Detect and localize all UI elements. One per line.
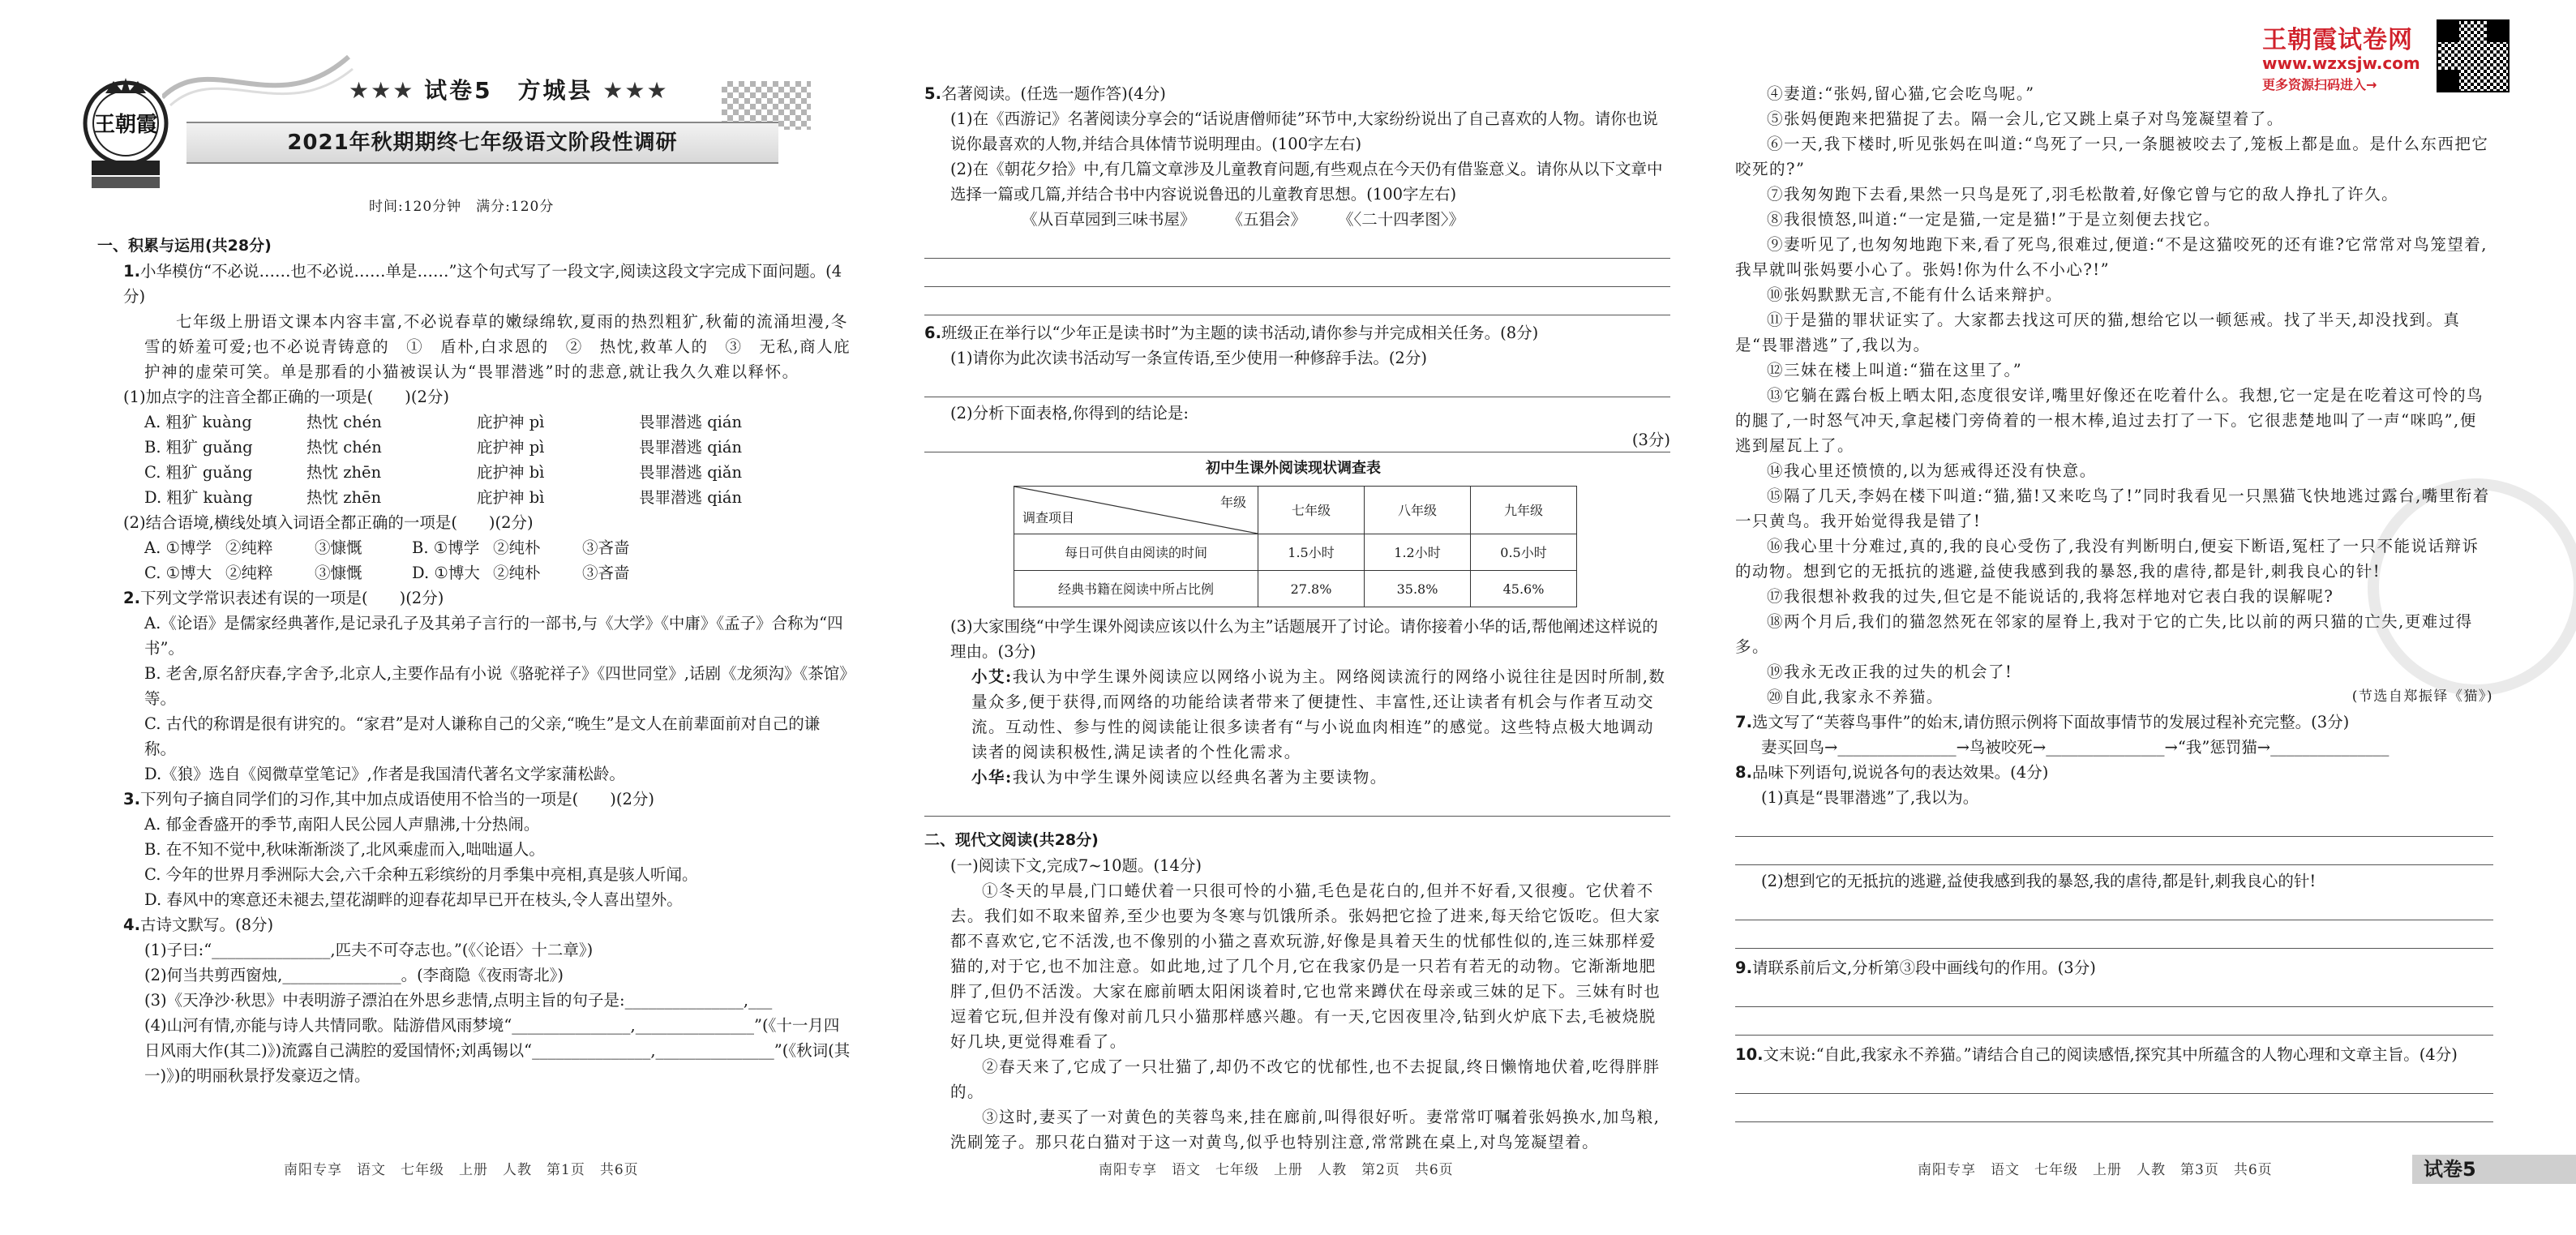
footer-page-2: 南阳专享 语文 七年级 上册 人教 第2页 共6页 bbox=[1099, 1162, 1454, 1178]
q8-sub2: (2)想到它的无抵抗的逃避,益使我感到我的暴怒,我的虐待,都是针,刺我良心的针! bbox=[1761, 872, 2317, 890]
option-cell: D. ①博大 bbox=[412, 564, 480, 582]
answer-line[interactable] bbox=[1735, 1010, 2493, 1036]
answer-line[interactable] bbox=[1735, 1069, 2493, 1094]
ribbon-decoration-icon bbox=[162, 41, 357, 114]
time-score: 时间:120分钟 满分:120分 bbox=[369, 199, 555, 215]
answer-line[interactable] bbox=[924, 427, 1670, 452]
option-cell: B. ①博学 bbox=[412, 538, 480, 557]
option-cell: ②纯粹 bbox=[225, 538, 273, 557]
publisher-logo-icon bbox=[77, 73, 174, 195]
column-header: 七年级 bbox=[1258, 487, 1365, 534]
q2-number: 2. bbox=[123, 589, 140, 607]
q9-number: 9. bbox=[1735, 958, 1752, 977]
option-cell: C. 粗犷 guǎng bbox=[144, 463, 253, 482]
option-cell: ③吝啬 bbox=[582, 564, 630, 582]
q6-stem-text: 班级正在举行以“少年正是读书时”为主题的读书活动,请你参与并完成相关任务。(8分) bbox=[941, 324, 1539, 342]
q10-number: 10. bbox=[1735, 1045, 1764, 1064]
passage-para-6: ⑥一天,我下楼时,听见张妈在叫道:“鸟死了一只,一条腿被咬去了,笼板上都是血。是什么东西把它咬死的?” bbox=[1735, 135, 2489, 178]
answer-line[interactable] bbox=[1735, 840, 2493, 865]
q8-stem bbox=[1735, 760, 2493, 785]
passage-para-14: ⑭我心里还愤愤的,以为惩戒得还没有快意。 bbox=[1767, 461, 2097, 480]
passage-para-5: ⑤张妈便跑来把猫捉了去。隔一会儿,它又跳上桌子对鸟笼凝望着了。 bbox=[1767, 109, 2284, 128]
q1-stem-text: 小华模仿“不必说……也不必说……单是……”这个句式写了一段文字,阅读这段文字完成下面问题。(4分) bbox=[123, 262, 842, 306]
q2-option-a: A.《论语》是儒家经典著作,是记录孔子及其弟子言行的一部书,与《大学》《中庸》《孟子》合称为“四书”。 bbox=[144, 614, 843, 658]
q4-line-2: (2)何当共剪西窗烛,_______________。(李商隐《夜雨寄北》) bbox=[144, 966, 564, 984]
option-cell: ②纯朴 bbox=[493, 538, 541, 557]
xiaoai-text: 我认为中学生课外阅读应以网络小说为主。网络阅读流行的网络小说往往是因时所制,数量众多,便于获得,而网络的功能给读者带来了便捷性、丰富性,还让读者有机会与作者互动交流。互动性、参与性的阅读能让很多读者有“与小说血肉相连”的感觉。这些特点极大地调动读者的阅读积极性,满足读者的个性化需求。 bbox=[971, 667, 1666, 761]
passage-para-20-text: ⑳自此,我家永不养猫。 bbox=[1767, 688, 1944, 706]
q1-sub2: (2)结合语境,横线处填入词语全都正确的一项是( )(2分) bbox=[123, 513, 534, 532]
q8-number: 8. bbox=[1735, 763, 1752, 782]
brand-url: www.wzxsjw.com bbox=[2262, 54, 2420, 73]
q8-sub1: (1)真是“畏罪潜逃”了,我以为。 bbox=[1761, 788, 1979, 807]
passage-para-11: ⑪于是猫的罪状证实了。大家都去找这可厌的猫,想给它以一顿惩戒。找了半天,却没找到。真是“畏罪潜逃”了,我以为。 bbox=[1735, 311, 2461, 354]
brand-more: 更多资源扫码进入→ bbox=[2262, 77, 2377, 92]
q6-sub2-score: (3分) bbox=[1631, 431, 1670, 449]
q2-stem-text: 下列文学常识表述有误的一项是( )(2分) bbox=[139, 589, 444, 607]
table-cell: 35.8% bbox=[1365, 571, 1471, 607]
passage-para-17: ⑰我很想补救我的过失,但它是不能说话的,我将怎样地对它表白我的误解呢? bbox=[1767, 587, 2334, 606]
q7-stem bbox=[1735, 710, 2493, 735]
passage-para-8: ⑧我很愤怒,叫道:“一定是猫,一定是猫!”于是立刻便去找它。 bbox=[1767, 210, 2221, 229]
q5-stem-text: 名著阅读。(任选一题作答)(4分) bbox=[941, 84, 1166, 103]
option-cell: ③慷慨 bbox=[315, 564, 362, 582]
table-row bbox=[1014, 534, 1577, 571]
option-cell: C. ①博大 bbox=[144, 564, 212, 582]
q1-options2 bbox=[97, 535, 851, 585]
q10-stem-text: 文末说:“自此,我家永不养猫。”请结合自己的阅读感悟,探究其中所蕴含的人物心理和文章主旨。(4分) bbox=[1763, 1045, 2458, 1064]
q1-passage: 七年级上册语文课本内容丰富,不必说春草的嫩绿绵软,夏雨的热烈粗犷,秋葡的流涌坦漫,冬雪的娇羞可爱;也不必说青铸意的 ① 盾朴,白求恩的 ② 热忱,救革人的 ③ 无私,商人庇护神的虚荣可笑。单是那看的小猫被误认为“畏罪潜逃”时的悲意,就让我久久难以释怀。 bbox=[144, 312, 851, 381]
reading-intro: (一)阅读下文,完成7~10题。(14分) bbox=[950, 856, 1202, 875]
q2-option-d: D.《狼》选自《阅微草堂笔记》,作者是我国清代著名文学家蒲松龄。 bbox=[144, 765, 625, 783]
xiaoai-speech bbox=[924, 664, 1670, 765]
q1-sub1: (1)加点字的注音全都正确的一项是( )(2分) bbox=[123, 388, 449, 406]
option-row bbox=[97, 435, 851, 460]
q4-stem bbox=[97, 912, 851, 937]
column-header: 九年级 bbox=[1471, 487, 1577, 534]
xiaohua-speech bbox=[924, 765, 1670, 790]
option-cell: ③慷慨 bbox=[315, 538, 362, 557]
q7-chain: 妻买回鸟→_______________→鸟被咬死→_______________→“我”惩罚猫→_______________ bbox=[1761, 738, 2390, 757]
q10-stem bbox=[1735, 1042, 2493, 1067]
exam-title: 2021年秋期期终七年级语文阶段性调研 bbox=[287, 131, 678, 155]
page-badge: 试卷5 bbox=[2412, 1155, 2576, 1184]
passage-para-7: ⑦我匆匆跑下去看,果然一只鸟是死了,羽毛松散着,好像它曾与它的敌人挣扎了许久。 bbox=[1767, 185, 2399, 204]
option-cell: 热忱 chén bbox=[306, 438, 382, 457]
option-cell: 畏罪潜逃 qiǎn bbox=[639, 463, 743, 482]
column-3 bbox=[1735, 81, 2493, 1126]
q2-option-c: C. 古代的称谓是很有讲究的。“家君”是对人谦称自己的父亲,“晚生”是文人在前辈面前对自己的谦称。 bbox=[144, 714, 821, 758]
survey-table-title: 初中生课外阅读现状调查表 bbox=[1206, 460, 1381, 477]
xiaohua-text: 我认为中学生课外阅读应以经典名著为主要读物。 bbox=[1012, 768, 1387, 787]
column-2 bbox=[924, 81, 1670, 1155]
passage-para-9: ⑨妻听见了,也匆匆地跑下来,看了死鸟,很难过,便道:“不是这猫咬死的还有谁?它常常对鸟笼望着,我早就叫张妈要小心了。张妈!你为什么不小心?!” bbox=[1735, 235, 2488, 279]
table-corner-cell bbox=[1014, 487, 1258, 534]
q6-sub3: (3)大家围绕“中学生课外阅读应该以什么为主”话题展开了讨论。请你接着小华的话,帮他阐述这样说的理由。(3分) bbox=[950, 617, 1658, 661]
option-cell: 热忱 zhēn bbox=[306, 488, 382, 507]
q8-stem-text: 品味下列语句,说说各句的表达效果。(4分) bbox=[1751, 763, 2049, 782]
paper-title-text: 试卷5 方城县 bbox=[424, 77, 594, 104]
svg-text:王朝霞: 王朝霞 bbox=[93, 113, 158, 137]
answer-line[interactable] bbox=[924, 372, 1670, 397]
answer-line[interactable] bbox=[1735, 982, 2493, 1007]
xiaoai-label: 小艾: bbox=[971, 667, 1013, 686]
q2-option-b: B. 老舍,原名舒庆春,字舍予,北京人,主要作品有小说《骆驼祥子》《四世同堂》,话剧《龙须沟》《茶馆》等。 bbox=[144, 664, 847, 708]
option-row bbox=[97, 460, 851, 485]
passage-para-13: ⑬它躺在露台板上晒太阳,态度很安详,嘴里好像还在吃着什么。我想,它一定是在吃着这可怜的鸟的腿了,一时怒气冲天,拿起楼门旁倚着的一根木棒,追过去打了一下。它很悲楚地叫了一声“咪呜”,便逃到屋瓦上了。 bbox=[1735, 386, 2484, 455]
q6-sub1: (1)请你为此次读书活动写一条宣传语,至少使用一种修辞手法。(2分) bbox=[950, 349, 1427, 367]
option-row bbox=[97, 560, 851, 585]
table-cell: 1.5小时 bbox=[1258, 534, 1365, 571]
option-cell: A. 粗犷 kuàng bbox=[144, 413, 252, 431]
section-1-title: 一、积累与运用(共28分) bbox=[97, 237, 272, 255]
q6-number: 6. bbox=[924, 324, 941, 342]
q3-option-b: B. 在不知不觉中,秋味渐渐淡了,北风乘虚而入,咄咄逼人。 bbox=[144, 840, 545, 859]
q7-stem-text: 选文写了“芙蓉鸟事件”的始末,请仿照示例将下面故事情节的发展过程补充完整。(3分) bbox=[1751, 713, 2350, 731]
passage-para-4: ④妻道:“张妈,留心猫,它会吃鸟呢。” bbox=[1767, 84, 2035, 103]
answer-line[interactable] bbox=[924, 290, 1670, 315]
passage-para-1: ①冬天的早晨,门口蜷伏着一只很可怜的小猫,毛色是花白的,但并不好看,又很瘦。它伏着不去。我们如不取来留养,至少也要为冬寒与饥饿所杀。张妈把它捡了进来,每天给它饭吃。但大家都不喜欢它,它不活泼,也不像别的小猫之喜欢玩游,好像是具着天生的忧郁性似的,连三妹那样爱猫的,对于它,也不加注意。如此地,过了几个月,它在我家仍是一只若有若无的动物。它渐渐地肥胖了,但仍不活泼。大家在廊前晒太阳闲谈着时,它也常来蹲伏在母亲或三妹的足下。三妹有时也逗着它玩,但并没有像对前几只小猫那样感兴趣。有一天,它因夜里冷,钻到火炉底下去,毛被烧脱好几块,更觉得难看了。 bbox=[950, 881, 1661, 1051]
option-cell: 畏罪潜逃 qián bbox=[639, 488, 743, 507]
q4-line-1: (1)子曰:“_______________,匹夫不可夺志也。”(《〈论语〉十二章》) bbox=[144, 941, 594, 959]
option-cell: ②纯朴 bbox=[493, 564, 541, 582]
xiaohua-label: 小华: bbox=[971, 768, 1013, 787]
q4-stem-text: 古诗文默写。(8分) bbox=[139, 916, 274, 934]
option-cell: 畏罪潜逃 qián bbox=[639, 438, 743, 457]
option-row bbox=[97, 535, 851, 560]
footer-page-3: 南阳专享 语文 七年级 上册 人教 第3页 共6页 bbox=[1918, 1162, 2273, 1178]
option-cell: 畏罪潜逃 qián bbox=[639, 413, 743, 431]
q4-number: 4. bbox=[123, 916, 140, 934]
option-row bbox=[97, 410, 851, 435]
q4-line-4: (4)山河有情,亦能与诗人共情同歌。陆游借风雨梦境“_______________,_______________”(《十一月四日风雨大作(其二)》)流露自己满腔的爱国情怀;刘禹锡以“_______________,_______________”(《秋词(其一)》)的明丽秋景抒发豪迈之情。 bbox=[144, 1016, 851, 1085]
column-header: 八年级 bbox=[1365, 487, 1471, 534]
q1-options1 bbox=[97, 410, 851, 510]
q1-stem bbox=[97, 259, 851, 309]
option-cell: 热忱 zhēn bbox=[306, 463, 382, 482]
passage-para-2: ②春天来了,它成了一只壮猫了,却仍不改它的忧郁性,也不去捉鼠,终日懒惰地伏着,吃得胖胖的。 bbox=[950, 1057, 1661, 1101]
answer-line[interactable] bbox=[1735, 1097, 2493, 1122]
passage-para-10: ⑩张妈默默无言,不能有什么话来辩护。 bbox=[1767, 285, 2063, 304]
table-cell: 0.5小时 bbox=[1471, 534, 1577, 571]
exam-title-bar bbox=[186, 122, 778, 164]
q6-sub2: (2)分析下面表格,你得到的结论是: bbox=[950, 404, 1189, 422]
q1-number: 1. bbox=[123, 262, 140, 281]
q9-stem-text: 请联系前后文,分析第③段中画线句的作用。(3分) bbox=[1751, 958, 2096, 977]
q5-option-2: (2)在《朝花夕拾》中,有几篇文章涉及儿童教育问题,有些观点在今天仍有借鉴意义。请你从以下文章中选择一篇或几篇,并结合书中内容说说鲁迅的儿童教育思想。(100字左右) bbox=[950, 160, 1663, 204]
option-cell: ②纯粹 bbox=[225, 564, 273, 582]
option-cell: 庇护神 pì bbox=[477, 438, 545, 457]
option-cell: D. 粗犷 kuàng bbox=[144, 488, 253, 507]
option-row bbox=[97, 485, 851, 510]
q5-stem bbox=[924, 81, 1670, 106]
answer-line[interactable] bbox=[924, 234, 1670, 259]
q3-option-a: A. 郁金香盛开的季节,南阳人民公园人声鼎沸,十分热闹。 bbox=[144, 815, 540, 834]
passage-para-15: ⑮隔了几天,李妈在楼下叫道:“猫,猫!又来吃鸟了!”同时我看见一只黑猫飞快地逃过露台,嘴里衔着一只黄鸟。我开始觉得我是错了! bbox=[1735, 487, 2490, 530]
passage-source: (节选自郑振铎《猫》) bbox=[2351, 688, 2493, 705]
section-2-title: 二、现代文阅读(共28分) bbox=[924, 831, 1099, 849]
survey-table bbox=[1014, 486, 1577, 607]
passage-para-16: ⑯我心里十分难过,真的,我的良心受伤了,我没有判断明白,便妄下断语,冤枉了一只不能说话辩诉的动物。想到它的无抵抗的逃避,益使我感到我的暴怒,我的虐待,都是针,刺我良心的针! bbox=[1735, 537, 2480, 581]
answer-line[interactable] bbox=[924, 791, 1670, 817]
q5-number: 5. bbox=[924, 84, 941, 103]
corner-top-label: 年级 bbox=[1219, 495, 1246, 510]
option-cell: 庇护神 pì bbox=[477, 413, 545, 431]
corner-bottom-label: 调查项目 bbox=[1022, 510, 1075, 525]
paper-title: ★★★ 试卷5 方城县 ★★★ bbox=[349, 77, 669, 104]
footer-page-1: 南阳专享 语文 七年级 上册 人教 第1页 共6页 bbox=[284, 1162, 639, 1178]
passage-para-12: ⑫三妹在楼上叫道:“猫在这里了。” bbox=[1767, 361, 2023, 380]
table-cell: 45.6% bbox=[1471, 571, 1577, 607]
passage-para-20 bbox=[1735, 684, 2493, 710]
answer-line[interactable] bbox=[1735, 895, 2493, 920]
row-label: 经典书籍在阅读中所占比例 bbox=[1014, 571, 1258, 607]
table-row bbox=[1014, 571, 1577, 607]
answer-line[interactable] bbox=[1735, 812, 2493, 837]
q6-stem bbox=[924, 320, 1670, 345]
brand-name: 王朝霞试卷网 bbox=[2262, 26, 2413, 54]
answer-line[interactable] bbox=[1735, 924, 2493, 949]
row-label: 每日可供自由阅读的时间 bbox=[1014, 534, 1258, 571]
option-cell: A. ①博学 bbox=[144, 538, 212, 557]
q5-option-1: (1)在《西游记》名著阅读分享会的“话说唐僧师徒”环节中,大家纷纷说出了自己喜欢的人物。请你也说说你最喜欢的人物,并结合具体情节说明理由。(100字左右) bbox=[950, 109, 1658, 153]
table-header-row bbox=[1014, 487, 1577, 534]
answer-line[interactable] bbox=[924, 262, 1670, 287]
passage-para-19: ⑲我永无改正我的过失的机会了! bbox=[1767, 663, 2013, 681]
table-cell: 27.8% bbox=[1258, 571, 1365, 607]
q3-stem-text: 下列句子摘自同学们的习作,其中加点成语使用不恰当的一项是( )(2分) bbox=[139, 790, 655, 808]
q3-stem bbox=[97, 787, 851, 812]
q2-stem bbox=[97, 585, 851, 611]
q3-option-c: C. 今年的世界月季洲际大会,六千余种五彩缤纷的月季集中亮相,真是骇人听闻。 bbox=[144, 865, 698, 884]
q3-number: 3. bbox=[123, 790, 140, 808]
option-cell: B. 粗犷 guǎng bbox=[144, 438, 253, 457]
q3-option-d: D. 春风中的寒意还未褪去,望花湖畔的迎春花却早已开在枝头,令人喜出望外。 bbox=[144, 890, 683, 909]
option-cell: 热忱 chén bbox=[306, 413, 382, 431]
q5-books: 《从百草园到三味书屋》 《五猖会》 《〈二十四孝图〉》 bbox=[1022, 210, 1465, 229]
table-cell: 1.2小时 bbox=[1365, 534, 1471, 571]
option-cell: 庇护神 bì bbox=[477, 488, 545, 507]
q4-line-3: (3)《天净沙·秋思》中表明游子漂泊在外思乡悲情,点明主旨的句子是:_______________,___ bbox=[144, 991, 773, 1010]
option-cell: ③吝啬 bbox=[582, 538, 630, 557]
column-1 bbox=[97, 229, 851, 1088]
passage-para-18: ⑱两个月后,我们的猫忽然死在邻家的屋脊上,我对于它的亡失,比以前的两只猫的亡失,更难过得多。 bbox=[1735, 612, 2473, 656]
q7-number: 7. bbox=[1735, 713, 1752, 731]
option-cell: 庇护神 bì bbox=[477, 463, 545, 482]
passage-para-3: ③这时,妻买了一对黄色的芙蓉鸟来,挂在廊前,叫得很好听。妻常常叮嘱着张妈换水,加鸟粮,洗刷笼子。那只花白猫对于这一对黄鸟,似乎也特别注意,常常跳在桌上,对鸟笼凝望着。 bbox=[950, 1108, 1661, 1151]
q9-stem bbox=[1735, 955, 2493, 980]
